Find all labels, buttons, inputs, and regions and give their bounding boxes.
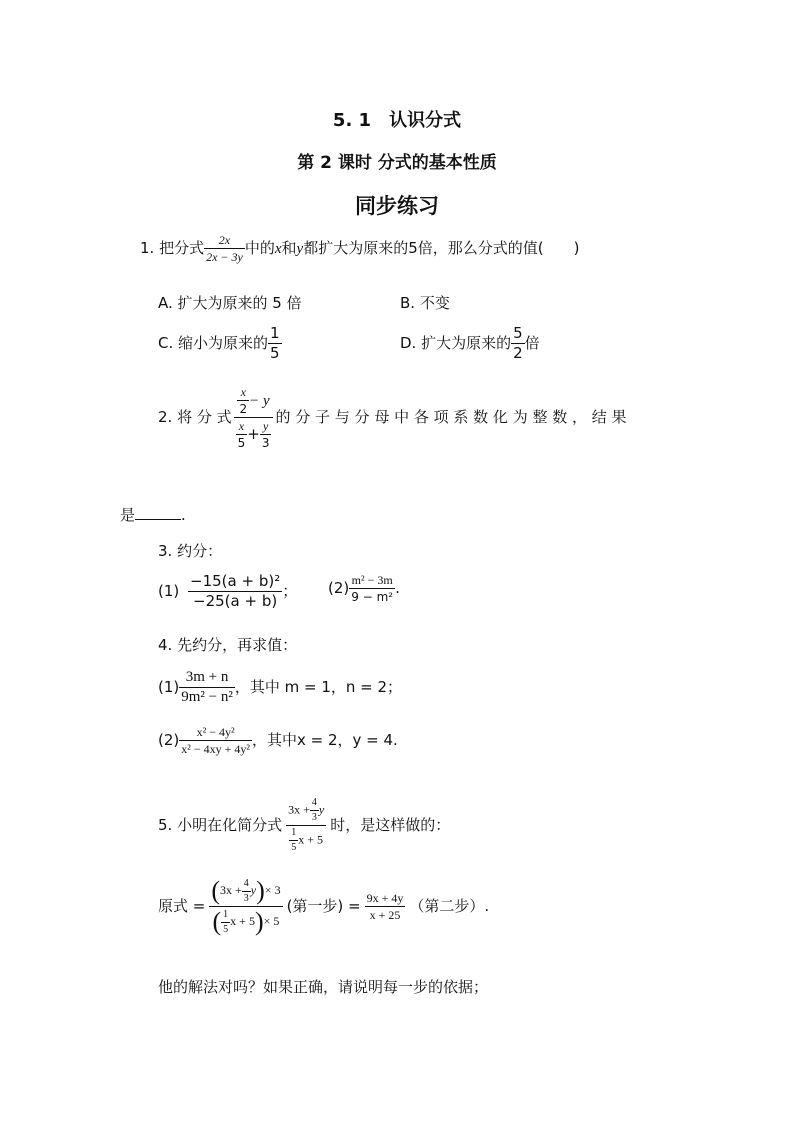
q2-complex-fraction: $\frac{x}{2}$ − y $\frac{x}{5}$ + $\frac{y}{3}$ [234, 386, 274, 449]
section-heading: 同步练习 [355, 194, 439, 218]
answer-blank[interactable] [135, 505, 181, 520]
q1-mid1: 中的 [244, 239, 275, 257]
q4-part-1: (1) $\frac{3m + n}{\text{9m² − n²}}$ ，其中 m = 1，n = 2； [158, 669, 403, 705]
page-title: 5. 1 认识分式 [332, 110, 462, 131]
page-subtitle: 第 2 课时 分式的基本性质 [297, 153, 497, 173]
question-5: 5. 小明在化简分式 3x + $\frac{4}{3}$ y $\frac{1}{5}$ x + 5 时，是这样做的： [158, 797, 451, 853]
q3-label: 3. 约分： [158, 542, 223, 560]
q3-part-2: (2) $\frac{\text{m² − 3m}}{\text{9 − m²}}$ . [328, 573, 400, 604]
q4-label: 4. 先约分，再求值： [158, 636, 298, 654]
q1-var-x: x [274, 241, 282, 257]
q1-option-c: C. 缩小为原来的 $\frac{1}{5}$ [158, 324, 280, 362]
q5-work: 原式 = (3x + $\frac{4}{3}$ y)× 3 ( $\frac{1}{5}$ x + 5)× 5 (第一步) = $\frac{9x + 4y}{x + 25}$ （第二步）. [158, 876, 490, 936]
q4-part-2: (2) $\frac{\text{x² − 4y²}}{\text{x² − 4xy + 4y²}}$ ，其中x = 2，y = 4. [158, 725, 398, 756]
q1-option-b: B. 不变 [400, 294, 450, 312]
q1-option-d: D. 扩大为原来的 $\frac{5}{2}$ 倍 [400, 324, 540, 362]
q2-answer-line: 是 . [120, 506, 186, 524]
q1-mid2: 和 [281, 239, 297, 257]
q1-suffix: 都扩大为原来的5倍，那么分式的值( ) [303, 239, 580, 257]
q2-prefix: 2. 将 分 式 [158, 408, 232, 426]
q5-question: 他的解法对吗？如果正确，请说明每一步的依据； [158, 978, 489, 996]
q1-fraction: $\frac{2x}{2x - 3y}$ [206, 233, 243, 264]
q3-part-1: (1) $\frac{\text{−15(a + b)²}}{-25(a + b)}$ ； [158, 572, 298, 610]
q1-option-a: A. 扩大为原来的 5 倍 [158, 294, 302, 312]
q1-prefix: 1. 把分式 [140, 239, 205, 257]
question-1 [140, 234, 579, 263]
q1-var-y: y [296, 241, 304, 257]
question-2 [158, 386, 627, 449]
q2-suffix: 的 分 子 与 分 母 中 各 项 系 数 化 为 整 数 ， 结 果 [275, 408, 627, 426]
